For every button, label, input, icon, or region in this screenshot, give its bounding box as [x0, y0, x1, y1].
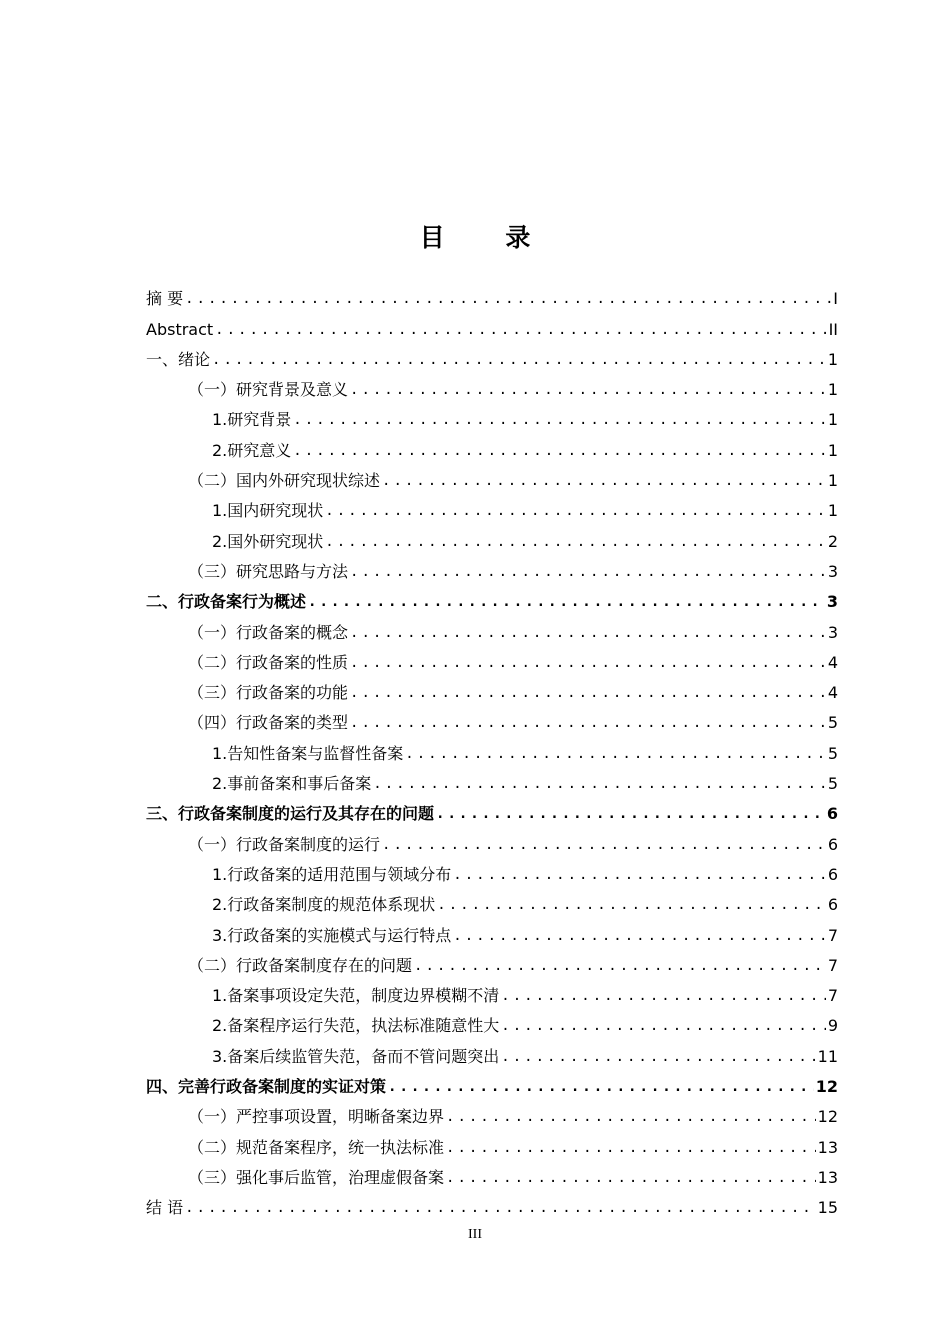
toc-dot-leader: [446, 1106, 816, 1132]
toc-entry[interactable]: [146, 284, 838, 314]
toc-entry-page: 12: [817, 1107, 838, 1127]
toc-entry[interactable]: [146, 526, 838, 556]
toc-entry-label: 2.研究意义: [212, 440, 292, 460]
toc-dot-leader: [308, 591, 825, 617]
toc-entry[interactable]: [146, 890, 838, 920]
toc-dot-leader: [350, 622, 826, 648]
toc-entry-label: 1.备案事项设定失范，制度边界模糊不清: [212, 986, 500, 1006]
toc-entry-page: 3: [827, 561, 838, 581]
toc-entry-label: 摘 要: [146, 289, 184, 309]
toc-entry-page: 3: [827, 622, 838, 642]
toc-entry-page: 13: [817, 1137, 838, 1157]
toc-entry-page: 5: [827, 774, 838, 794]
toc-entry-label: 3.备案后续监管失范，备而不管问题突出: [212, 1046, 500, 1066]
toc-entry-label: 2.事前备案和事后备案: [212, 774, 372, 794]
toc-dot-leader: [382, 834, 826, 860]
toc-dot-leader: [453, 925, 826, 951]
toc-entry-page: 4: [827, 652, 838, 672]
toc-entry-label: （二）规范备案程序，统一执法标准: [188, 1137, 445, 1157]
toc-dot-leader: [382, 470, 826, 496]
toc-entry[interactable]: [146, 466, 838, 496]
toc-entry-label: （二）行政备案的性质: [188, 652, 349, 672]
toc-entry-label: 1.告知性备案与监督性备案: [212, 743, 404, 763]
toc-entry-page: 6: [826, 804, 838, 824]
toc-entry-label: 二、行政备案行为概述: [146, 592, 307, 612]
toc-entry[interactable]: [146, 829, 838, 859]
toc-entry-label: 四、完善行政备案制度的实证对策: [146, 1077, 387, 1097]
toc-entry[interactable]: [146, 860, 838, 890]
toc-entry[interactable]: [146, 738, 838, 768]
toc-entry[interactable]: [146, 314, 838, 344]
page-number: III: [468, 1227, 482, 1242]
toc-dot-leader: [388, 1076, 814, 1102]
toc-entry[interactable]: [146, 1041, 838, 1071]
toc-entry[interactable]: [146, 1163, 838, 1193]
toc-dot-leader: [325, 531, 826, 557]
toc-entry-page: 5: [827, 713, 838, 733]
toc-entry[interactable]: [146, 920, 838, 950]
toc-entry-page: 9: [827, 1016, 838, 1036]
toc-entry[interactable]: [146, 435, 838, 465]
toc-entry-page: 7: [827, 955, 838, 975]
toc-entry-label: （一）严控事项设置，明晰备案边界: [188, 1107, 445, 1127]
toc-dot-leader: [373, 773, 826, 799]
toc-entry-label: （三）研究思路与方法: [188, 561, 349, 581]
toc-entry-page: 7: [827, 986, 838, 1006]
toc-entry-page: 3: [826, 592, 838, 612]
toc-entry-label: 1.行政备案的适用范围与领域分布: [212, 864, 452, 884]
toc-entry-label: 1.研究背景: [212, 410, 292, 430]
page-title: 目 录: [419, 223, 557, 252]
toc-entry-page: 1: [827, 501, 838, 521]
toc-entry[interactable]: [146, 1072, 838, 1102]
toc-entry-label: 2.备案程序运行失范，执法标准随意性大: [212, 1016, 500, 1036]
toc-entry-label: （三）行政备案的功能: [188, 683, 349, 703]
toc-entry-label: 2.行政备案制度的规范体系现状: [212, 895, 436, 915]
toc-entry-page: 2: [827, 531, 838, 551]
toc-entry-page: 1: [827, 380, 838, 400]
toc-dot-leader: [446, 1167, 816, 1193]
toc-dot-leader: [501, 985, 826, 1011]
toc-entry-label: 结 语: [146, 1198, 184, 1218]
toc-entry[interactable]: [146, 375, 838, 405]
toc-dot-leader: [293, 440, 826, 466]
toc-entry[interactable]: [146, 981, 838, 1011]
toc-entry-page: I: [833, 289, 838, 309]
toc-dot-leader: [350, 712, 826, 738]
toc-entry-label: Abstract: [146, 319, 214, 339]
toc-dot-leader: [501, 1015, 826, 1041]
toc-entry-page: II: [828, 319, 838, 339]
toc-entry[interactable]: [146, 496, 838, 526]
toc-entry[interactable]: [146, 587, 838, 617]
toc-entry[interactable]: [146, 1102, 838, 1132]
toc-entry-page: 4: [827, 683, 838, 703]
toc-dot-leader: [185, 288, 831, 314]
toc-entry-page: 1: [827, 440, 838, 460]
toc-entry-label: （一）研究背景及意义: [188, 380, 349, 400]
toc-entry[interactable]: [146, 648, 838, 678]
toc-entry[interactable]: [146, 951, 838, 981]
toc-entry-page: 15: [817, 1198, 838, 1218]
toc-dot-leader: [446, 1137, 816, 1163]
toc-entry-label: （一）行政备案制度的运行: [188, 834, 381, 854]
toc-entry-page: 12: [815, 1077, 838, 1097]
toc-dot-leader: [215, 319, 826, 345]
toc-dot-leader: [350, 652, 826, 678]
table-of-contents: [146, 284, 838, 1223]
toc-entry[interactable]: [146, 1011, 838, 1041]
toc-dot-leader: [437, 894, 826, 920]
toc-entry[interactable]: [146, 678, 838, 708]
toc-dot-leader: [350, 682, 826, 708]
toc-dot-leader: [350, 561, 826, 587]
toc-entry-label: 一、绪论: [146, 349, 211, 369]
toc-entry[interactable]: [146, 345, 838, 375]
toc-entry-label: 三、行政备案制度的运行及其存在的问题: [146, 804, 435, 824]
toc-entry-page: 7: [827, 925, 838, 945]
toc-entry[interactable]: [146, 405, 838, 435]
toc-dot-leader: [453, 864, 826, 890]
toc-entry-label: （二）国内外研究现状综述: [188, 471, 381, 491]
toc-entry-page: 6: [827, 834, 838, 854]
toc-entry-label: （一）行政备案的概念: [188, 622, 349, 642]
toc-entry[interactable]: [146, 617, 838, 647]
toc-entry[interactable]: [146, 799, 838, 829]
toc-entry-label: （二）行政备案制度存在的问题: [188, 955, 413, 975]
toc-dot-leader: [325, 500, 826, 526]
toc-entry[interactable]: [146, 1193, 838, 1223]
toc-entry-page: 1: [827, 410, 838, 430]
toc-entry-page: 6: [827, 864, 838, 884]
toc-entry-label: 2.国外研究现状: [212, 531, 324, 551]
toc-dot-leader: [185, 1197, 816, 1223]
toc-entry-label: 1.国内研究现状: [212, 501, 324, 521]
toc-entry-page: 13: [817, 1167, 838, 1187]
toc-entry-page: 11: [817, 1046, 838, 1066]
toc-entry-label: （四）行政备案的类型: [188, 713, 349, 733]
toc-entry-page: 6: [827, 895, 838, 915]
toc-entry-page: 1: [827, 471, 838, 491]
toc-dot-leader: [293, 409, 826, 435]
toc-dot-leader: [405, 743, 826, 769]
toc-entry-page: 1: [827, 349, 838, 369]
toc-dot-leader: [414, 955, 826, 981]
toc-entry-label: （三）强化事后监管，治理虚假备案: [188, 1167, 445, 1187]
toc-entry[interactable]: [146, 708, 838, 738]
toc-entry[interactable]: [146, 557, 838, 587]
toc-entry-page: 5: [827, 743, 838, 763]
toc-dot-leader: [436, 803, 825, 829]
toc-dot-leader: [501, 1046, 815, 1072]
toc-entry[interactable]: [146, 769, 838, 799]
toc-dot-leader: [350, 379, 826, 405]
toc-entry[interactable]: [146, 1132, 838, 1162]
toc-entry-label: 3.行政备案的实施模式与运行特点: [212, 925, 452, 945]
toc-dot-leader: [212, 349, 826, 375]
